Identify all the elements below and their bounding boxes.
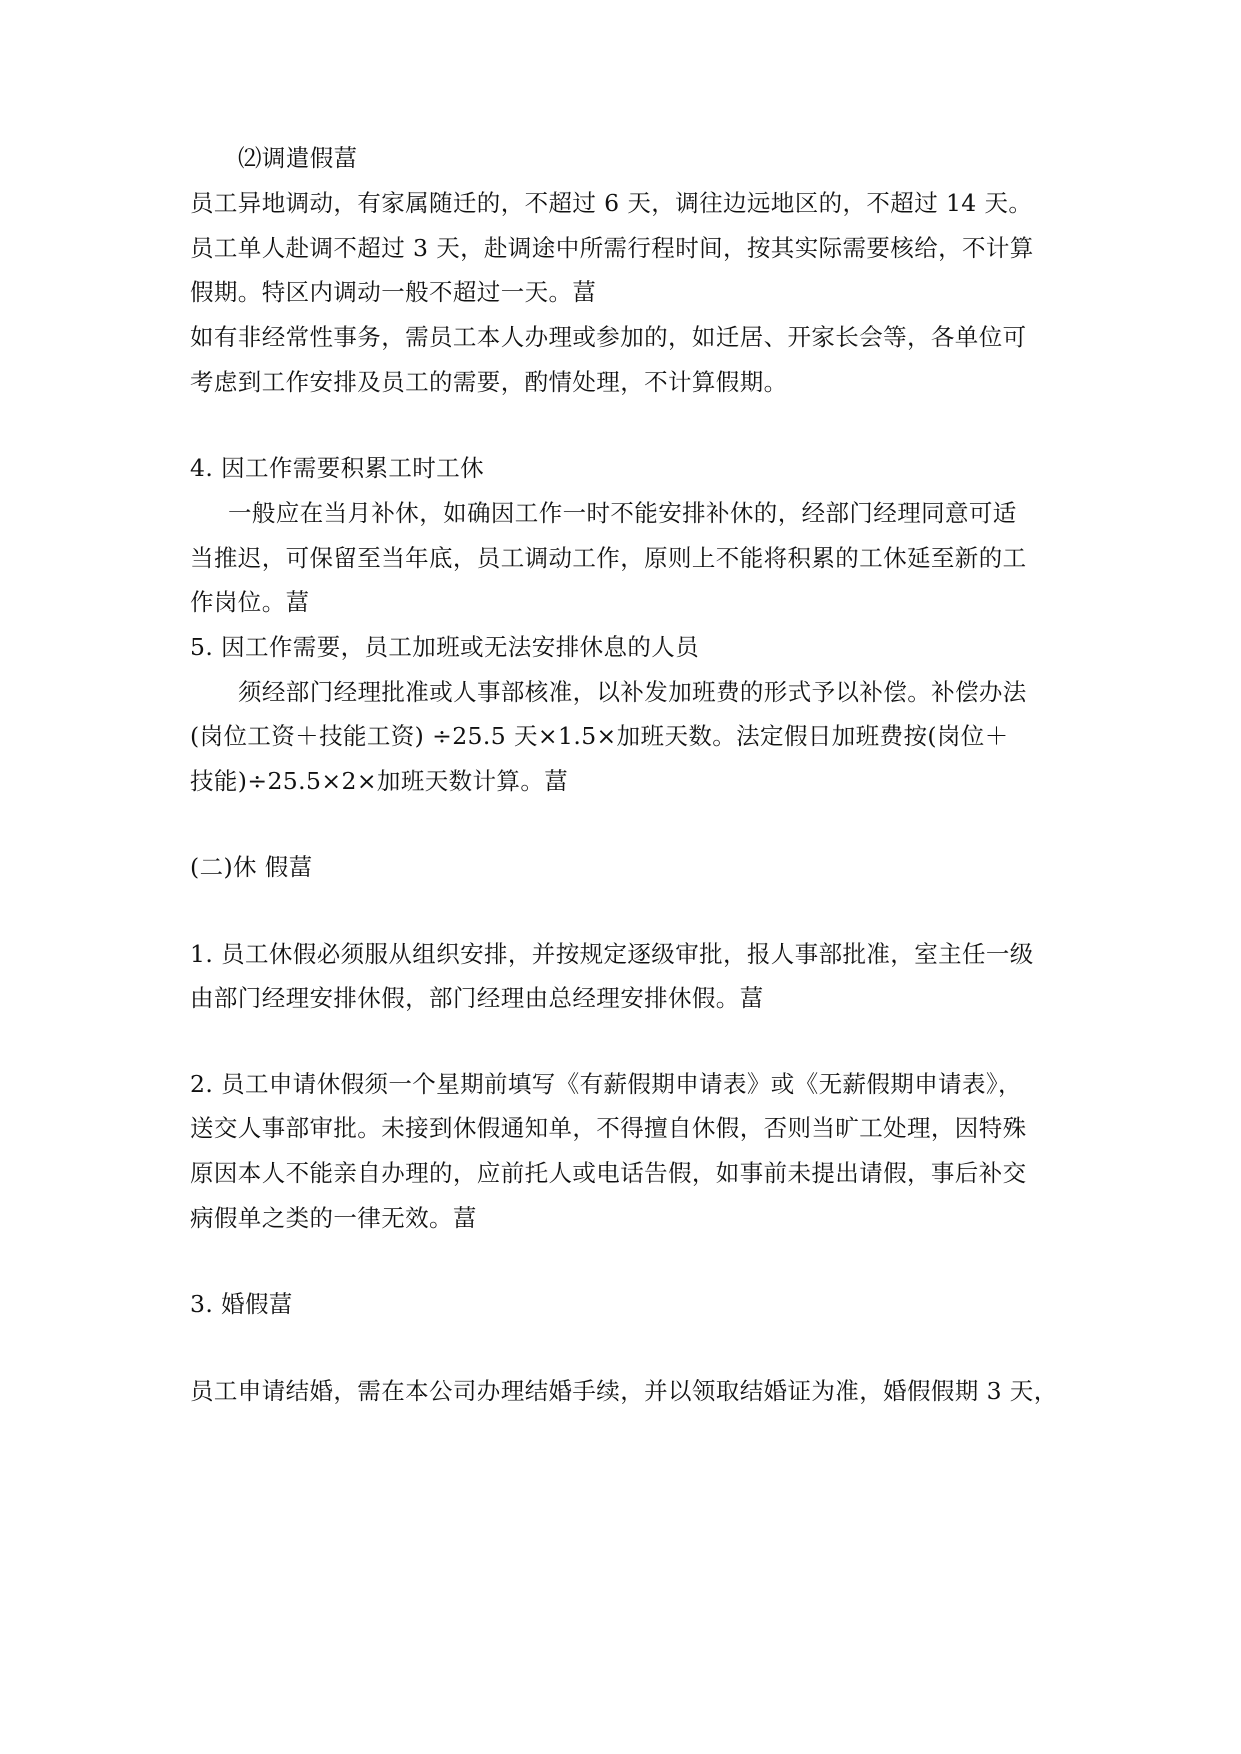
- paragraph-line: 原因本人不能亲自办理的，应前托人或电话告假，如事前未提出请假，事后补交: [190, 1159, 1027, 1187]
- paragraph-line: 技能)÷25.5×2×加班天数计算。葍: [190, 767, 569, 795]
- paragraph-line: 员工异地调动，有家属随迁的，不超过 6 天，调往边远地区的，不超过 14 天。: [190, 189, 1033, 217]
- paragraph-line: 须经部门经理批准或人事部核准，以补发加班费的形式予以补偿。补偿办法: [238, 678, 1027, 706]
- paragraph-line: 假期。特区内调动一般不超过一天。葍: [190, 278, 597, 306]
- paragraph-line: 员工单人赴调不超过 3 天，赴调途中所需行程时间，按其实际需要核给，不计算: [190, 234, 1034, 262]
- item-3-heading-marriage-leave: 3. 婚假葍: [190, 1290, 293, 1318]
- section-heading-leave: (二)休 假葍: [190, 853, 313, 881]
- item-4-heading: 4. 因工作需要积累工时工休: [190, 454, 484, 482]
- paragraph-line: 当推迟，可保留至当年底，员工调动工作，原则上不能将积累的工休延至新的工: [190, 544, 1027, 572]
- paragraph-line: 送交人事部审批。未接到休假通知单，不得擅自休假，否则当旷工处理，因特殊: [190, 1114, 1027, 1142]
- paragraph-line: 如有非经常性事务，需员工本人办理或参加的，如迁居、开家长会等，各单位可: [190, 323, 1027, 351]
- item-5-heading: 5. 因工作需要，员工加班或无法安排休息的人员: [190, 633, 700, 661]
- paragraph-line: 考虑到工作安排及员工的需要，酌情处理，不计算假期。: [190, 368, 788, 396]
- paragraph-line: 1. 员工休假必须服从组织安排，并按规定逐级审批，报人事部批准，室主任一级: [190, 940, 1034, 968]
- paragraph-line: 员工申请结婚，需在本公司办理结婚手续，并以领取结婚证为准，婚假假期 3 天，: [190, 1377, 1058, 1405]
- paragraph-line: 2. 员工申请休假须一个星期前填写《有薪假期申请表》或《无薪假期申请表》，: [190, 1070, 1022, 1098]
- paragraph-line: (岗位工资＋技能工资) ÷25.5 天×1.5×加班天数。法定假日加班费按(岗位＋: [190, 722, 1009, 750]
- section-heading-transfer-leave: ⑵调遣假葍: [238, 144, 358, 172]
- paragraph-line: 由部门经理安排休假，部门经理由总经理安排休假。葍: [190, 984, 764, 1012]
- paragraph-line: 作岗位。葍: [190, 588, 310, 616]
- paragraph-line: 一般应在当月补休，如确因工作一时不能安排补休的，经部门经理同意可适: [228, 499, 1017, 527]
- paragraph-line: 病假单之类的一律无效。葍: [190, 1204, 477, 1232]
